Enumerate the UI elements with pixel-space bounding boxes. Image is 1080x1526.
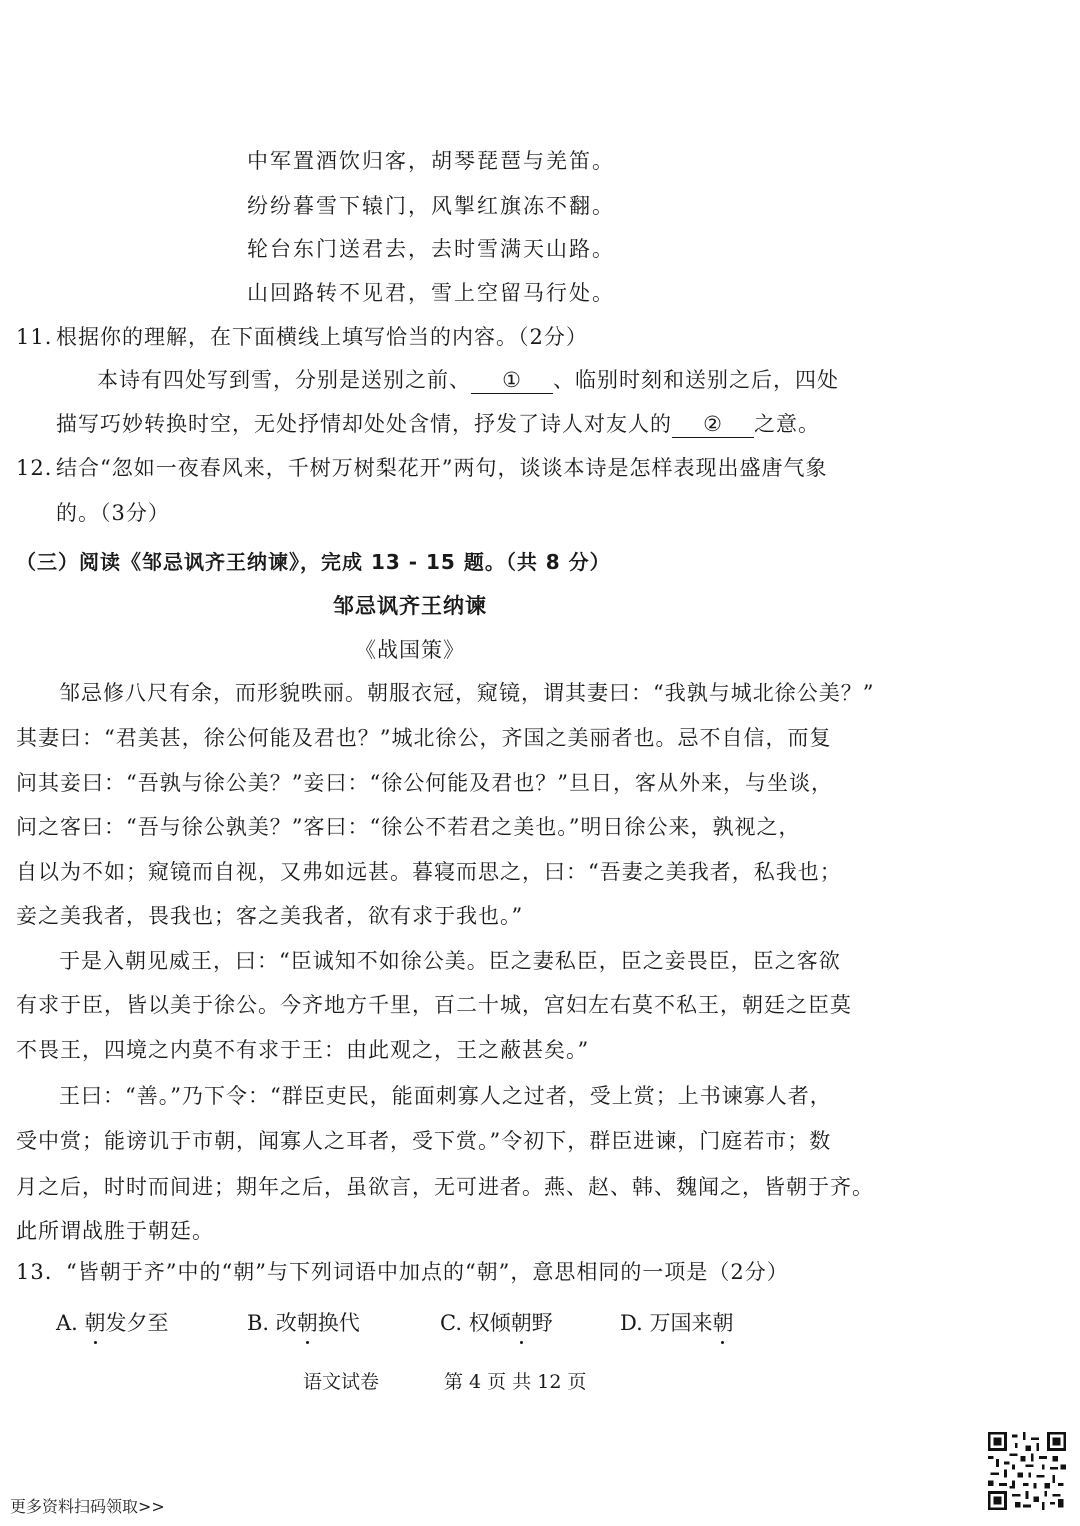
passage-line: 问其妾曰：“吾孰与徐公美？”妾曰：“徐公何能及君也？”旦日，客从外来，与坐谈， [16,771,833,795]
emphasis-dot-char: 朝 [85,1308,106,1338]
option-a[interactable] [56,1308,169,1338]
option-c[interactable] [440,1308,553,1338]
passage-source: 《战国策》 [355,638,465,662]
passage-line: 自以为不如；窥镜而自视，又弗如远甚。暮寝而思之，曰：“吾妻之美我者，私我也； [16,860,842,884]
answer-blank-2[interactable]: ② [672,411,754,438]
passage-line: 于是入朝见威王，曰：“臣诚知不如徐公美。臣之妻私臣，臣之妾畏臣，臣之客欲 [59,949,841,973]
passage-line: 不畏王，四境之内莫不有求于王：由此观之，王之蔽甚矣。” [16,1038,590,1062]
question-11-text: 、临别时刻和送别之后，四处 [553,368,839,392]
option-letter: A. [56,1311,78,1335]
option-letter: C. [440,1311,462,1335]
question-11-line-2 [56,409,820,439]
passage-line: 问之客曰：“吾与徐公孰美？”客曰：“徐公不若君之美也。”明日徐公来，孰视之， [16,815,801,839]
question-11-text: 本诗有四处写到雪，分别是送别之前、 [97,368,471,392]
passage-line: 邹忌修八尺有余，而形貌昳丽。朝服衣冠，窥镜，谓其妻曰：“我孰与城北徐公美？” [59,681,875,705]
passage-line: 受中赏；能谤讥于市朝，闻寡人之耳者，受下赏。”令初下，群臣进谏，门庭若市；数 [16,1129,832,1153]
question-12-line-2: 的。（3分） [56,501,170,525]
question-13-number: 13. [16,1260,53,1284]
passage-line: 月之后，时时而间进；期年之后，虽欲言，无可进者。燕、赵、韩、魏闻之，皆朝于齐。 [16,1175,874,1199]
question-12-number: 12. [16,456,53,480]
question-11-stem: 根据你的理解，在下面横线上填写恰当的内容。（2分） [56,325,588,349]
option-letter: B. [247,1311,270,1335]
answer-blank-1[interactable]: ① [471,367,553,394]
option-text: 万国来朝 [649,1311,733,1335]
qr-code-icon[interactable] [988,1432,1066,1510]
question-11-text: 描写巧妙转换时空，无处抒情却处处含情，抒发了诗人对友人的 [56,412,672,436]
question-12-line-1: 结合“忽如一夜春风来，千树万树梨花开”两句，谈谈本诗是怎样表现出盛唐气象 [56,456,828,480]
option-d[interactable] [620,1308,733,1338]
passage-line: 妾之美我者，畏我也；客之美我者，欲有求于我也。” [16,904,524,928]
question-13-stem: “皆朝于齐”中的“朝”与下列词语中加点的“朝”，意思相同的一项是（2分） [66,1260,789,1284]
footer-subject: 语文试卷 [303,1371,380,1393]
option-b[interactable] [247,1308,360,1338]
question-11-line-1 [97,365,839,395]
passage-line: 其妻曰：“君美甚，徐公何能及君也？”城北徐公，齐国之美丽者也。忌不自信，而复 [16,726,832,750]
poem-line: 纷纷暮雪下辕门，风掣红旗冻不翻。 [247,194,615,218]
question-11-text: 之意。 [754,412,820,436]
emphasis-dot-char: 朝 [511,1308,532,1338]
option-text: 朝发夕至 [85,1311,169,1335]
passage-line: 有求于臣，皆以美于徐公。今齐地方千里，百二十城，宫妇左右莫不私王，朝廷之臣莫 [16,993,852,1017]
passage-title: 邹忌讽齐王纳谏 [333,594,487,618]
emphasis-dot-char: 朝 [712,1308,733,1338]
emphasis-dot-char: 朝 [297,1308,318,1338]
option-letter: D. [620,1311,643,1335]
section-heading: （三）阅读《邹忌讽齐王纳谏》，完成 13 - 15 题。（共 8 分） [16,550,611,574]
option-text: 改朝换代 [276,1311,360,1335]
passage-line: 王曰：“善。”乃下令：“群臣吏民，能面刺寡人之过者，受上赏；上书谏寡人者， [59,1084,832,1108]
poem-line: 轮台东门送君去，去时雪满天山路。 [247,237,615,261]
promo-text[interactable]: 更多资料扫码领取>> [10,1497,165,1516]
passage-line: 此所谓战胜于朝廷。 [16,1219,214,1243]
poem-line: 中军置酒饮归客，胡琴琵琶与羌笛。 [247,149,615,173]
option-text: 权倾朝野 [469,1311,553,1335]
poem-line: 山回路转不见君，雪上空留马行处。 [247,281,615,305]
footer-page-number: 第 4 页 共 12 页 [444,1371,587,1393]
question-11-number: 11. [16,325,53,349]
